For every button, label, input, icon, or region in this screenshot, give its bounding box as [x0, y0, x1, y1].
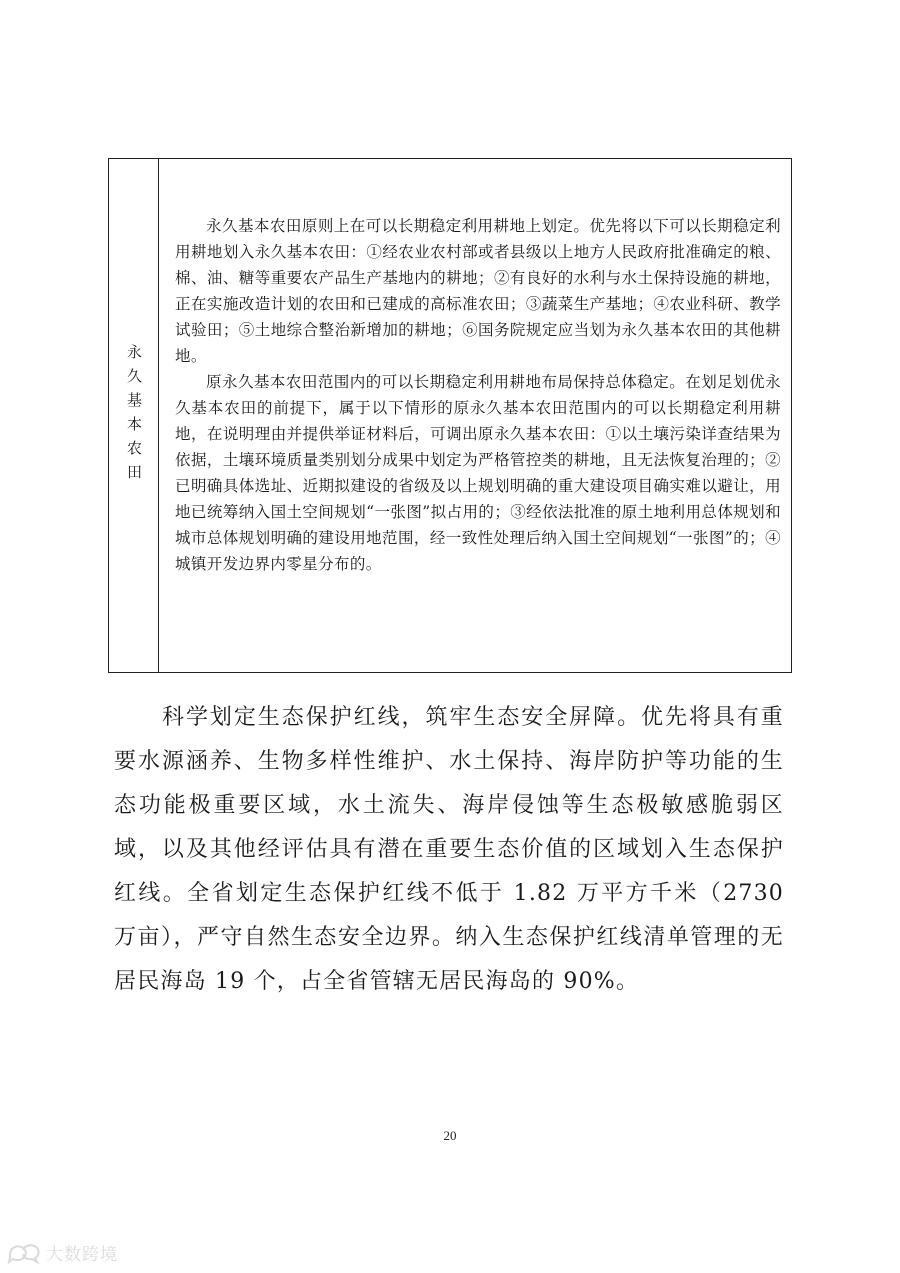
table-content-cell: [159, 159, 791, 672]
body-paragraph: 科学划定生态保护红线，筑牢生态安全屏障。优先将具有重要水源涵养、生物多样性维护、水土保持、海岸防护等功能的生态功能极重要区域，水土流失、海岸侵蚀等生态极敏感脆弱区域，以及其他经评估具有潜在重要生态价值的区域划入生态保护红线。全省划定生态保护红线不低于 1.82 万平方千米（2730 万亩），严守自然生态安全边界。纳入生态保护红线清单管理的无居民海岛 19 个，占全省管辖无居民海岛的 90%。: [114, 705, 784, 994]
page-number: 20: [443, 1128, 457, 1143]
table-paragraph-2: 原永久基本农田范围内的可以长期稳定利用耕地布局保持总体稳定。在划足划优永久基本农田的前提下，属于以下情形的原永久基本农田范围内的可以长期稳定利用耕地，在说明理由并提供举证材料后，可调出原永久基本农田：①以土壤污染详查结果为依据，土壤环境质量类别划分成果中划定为严格管控类的耕地，且无法恢复治理的；②已明确具体选址、近期拟建设的省级及以上规划明确的重大建设项目确实难以避让，用地已统筹纳入国土空间规划“一张图”拟占用的；③经依法批准的原土地利用总体规划和城市总体规划明确的建设用地范围，经一致性处理后纳入国土空间规划“一张图”的；④城镇开发边界内零星分布的。: [175, 373, 781, 573]
table-side-cell: [109, 159, 159, 672]
table-side-label: 永久基本农田: [125, 343, 143, 488]
info-table: [108, 158, 792, 673]
watermark: [6, 1240, 118, 1265]
watermark-text: 大数跨境: [46, 1245, 118, 1265]
table-paragraph-1: 永久基本农田原则上在可以长期稳定利用耕地上划定。优先将以下可以长期稳定利用耕地划入永久基本农田：①经农业农村部或者县级以上地方人民政府批准确定的粮、棉、油、糖等重要农产品生产基地内的耕地；②有良好的水利与水土保持设施的耕地，正在实施改造计划的农田和已建成的高标准农田；③蔬菜生产基地；④农业科研、教学试验田；⑤土地综合整治新增加的耕地；⑥国务院规定应当划为永久基本农田的其他耕地。: [175, 217, 781, 365]
chat-bubbles-icon: [6, 1242, 42, 1264]
